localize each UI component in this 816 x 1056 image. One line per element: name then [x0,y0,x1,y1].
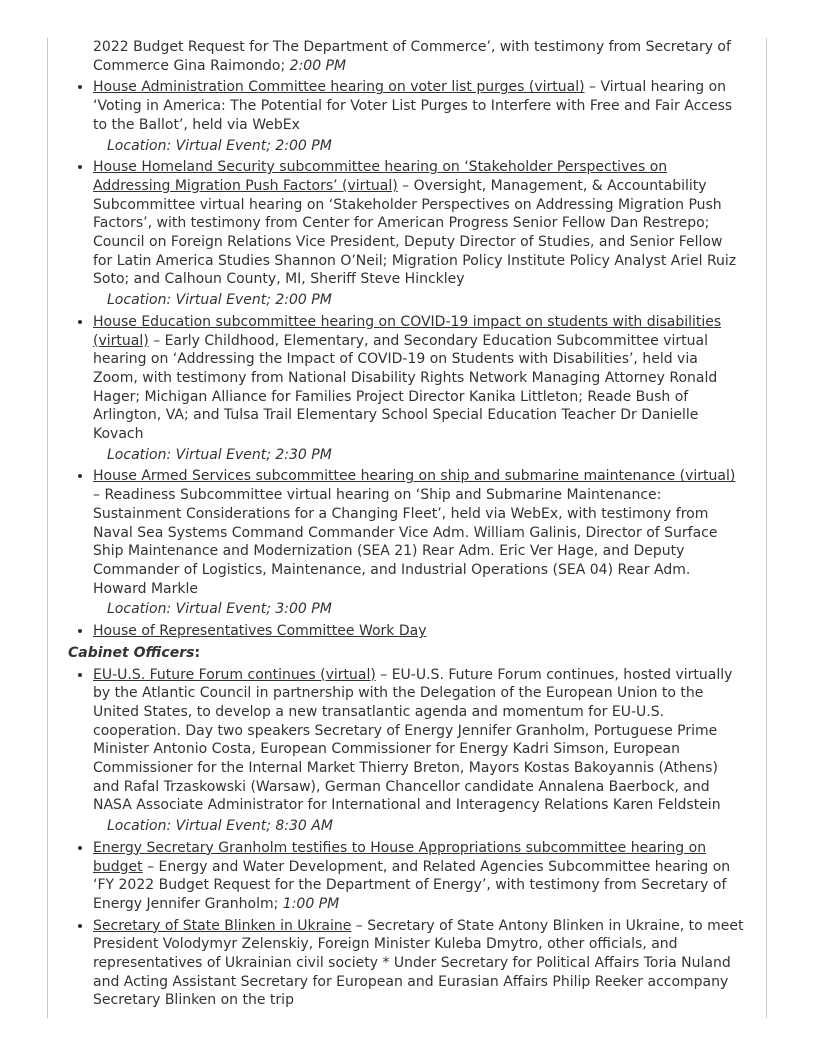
event-link-blinken-ukraine[interactable]: Secretary of State Blinken in Ukraine [93,917,352,934]
cabinet-events-list [68,666,744,1011]
event-link-ship-submarine-maintenance[interactable]: House Armed Services subcommittee hearing on ship and submarine maintenance (virtual) [93,468,736,485]
event-link-covid-students-disabilities[interactable]: House Education subcommittee hearing on COVID-19 impact on students with disabilities (virtual) [93,313,722,349]
event-link-granholm-testifies[interactable]: Energy Secretary Granholm testifies to House Appropriations subcommittee hearing on budget [93,839,707,875]
house-events-list [68,38,744,641]
list-item [93,467,744,619]
event-link-committee-work-day[interactable]: House of Representatives Committee Work Day [93,623,427,640]
item-location: Location: Virtual Event; 2:00 PM [107,137,332,154]
item-description: – Oversight, Management, & Accountability Subcommittee virtual hearing on ‘Stakeholder Perspectives on Addressing Migration Push Factors’, with testimony from Center for American Progress Senior Fellow Dan Restrepo; Council on Foreign Relations Vice President, Deputy Director of Studies, and Senior Fellow for Latin America Studies Shannon O’Neil; Migration Policy Institute Policy Analyst Ariel Ruiz Soto; and Calhoun County, MI, Sheriff Steve Hinckley [93,177,737,288]
list-item [93,78,744,155]
list-item [93,313,744,465]
item-description: – Early Childhood, Elementary, and Secondary Education Subcommittee virtual hearing on ‘Addressing the Impact of COVID-19 on Students with Disabilities’, held via Zoom, with testimony from National Disability Rights Network Managing Attorney Ronald Hager; Michigan Alliance for Families Project Director Kanika Littleton; Reade Bush of Arlington, VA; and Tulsa Trail Elementary School Special Education Teacher Dr Danielle Kovach [93,332,718,443]
item-location: Location: Virtual Event; 2:30 PM [107,446,332,463]
item-description: – EU-U.S. Future Forum continues, hosted virtually by the Atlantic Council in partnership with the Delegation of the European Union to the United States, to develop a new transatlantic agenda and momentum for EU-U.S. cooperation. Day two speakers Secretary of Energy Jennifer Granholm, Portuguese Prime Minister Antonio Costa, European Commissioner for Energy Kadri Simson, European Commissioner for the Internal Market Thierry Breton, Mayors Kostas Bakoyannis (Athens) and Rafal Trzaskowski (Warsaw), German Chancellor candidate Annalena Baerbock, and NASA Associate Administrator for International and Interagency Relations Karen Feldstein [93,666,733,814]
item-description: – Virtual hearing on ‘Voting in America: The Potential for Voter List Purges to Interfere with Free and Fair Access to the Ballot’, held via WebEx [93,79,733,133]
section-heading-colon: : [194,644,201,661]
list-item [93,917,744,1011]
page-frame [47,38,767,1018]
document-content [48,38,766,1013]
item-description: – Secretary of State Antony Blinken in Ukraine, to meet President Volodymyr Zelenskiy, Foreign Minister Kuleba Dmytro, other officials, and representatives of Ukrainian civil society * Under Secretary for Political Affairs Toria Nuland and Acting Assistant Secretary for European and Eurasian Affairs Philip Reeker accompany Secretary Blinken on the trip [93,917,744,1009]
item-time: 1:00 PM [282,895,340,912]
section-heading-cabinet [68,644,744,663]
list-item [93,622,744,641]
section-heading-text: Cabinet Officers [68,644,195,661]
item-location: Location: Virtual Event; 3:00 PM [107,601,332,618]
event-link-eu-us-future-forum[interactable]: EU-U.S. Future Forum continues (virtual) [93,666,376,683]
item-time: 2:00 PM [289,57,347,74]
item-description: 2022 Budget Request for The Department of Commerce’, with testimony from Secretary of Commerce Gina Raimondo; [93,39,731,74]
list-item [93,666,744,836]
item-location: Location: Virtual Event; 8:30 AM [107,818,333,835]
item-location: Location: Virtual Event; 2:00 PM [107,292,332,309]
item-description: – Readiness Subcommittee virtual hearing on ‘Ship and Submarine Maintenance: Sustainment Considerations for a Changing Fleet’, held via WebEx, with testimony from Naval Sea Systems Command Commander Vice Adm. William Galinis, Director of Surface Ship Maintenance and Modernization (SEA 21) Rear Adm. Eric Ver Hage, and Deputy Commander of Logistics, Maintenance, and Industrial Operations (SEA 04) Rear Adm. Howard Markle [93,487,718,597]
item-description: – Energy and Water Development, and Related Agencies Subcommittee hearing on ‘FY 2022 Budget Request for the Department of Energy’, with testimony from Secretary of Energy Jennifer Granholm; [93,858,731,912]
list-item [93,38,744,75]
list-item [93,839,744,914]
event-link-migration-push-factors[interactable]: House Homeland Security subcommittee hearing on ‘Stakeholder Perspectives on Addressing Migration Push Factors’ (virtual) [93,159,668,194]
event-link-voter-list-purges[interactable]: House Administration Committee hearing on voter list purges (virtual) [93,79,585,96]
list-item [93,158,744,310]
